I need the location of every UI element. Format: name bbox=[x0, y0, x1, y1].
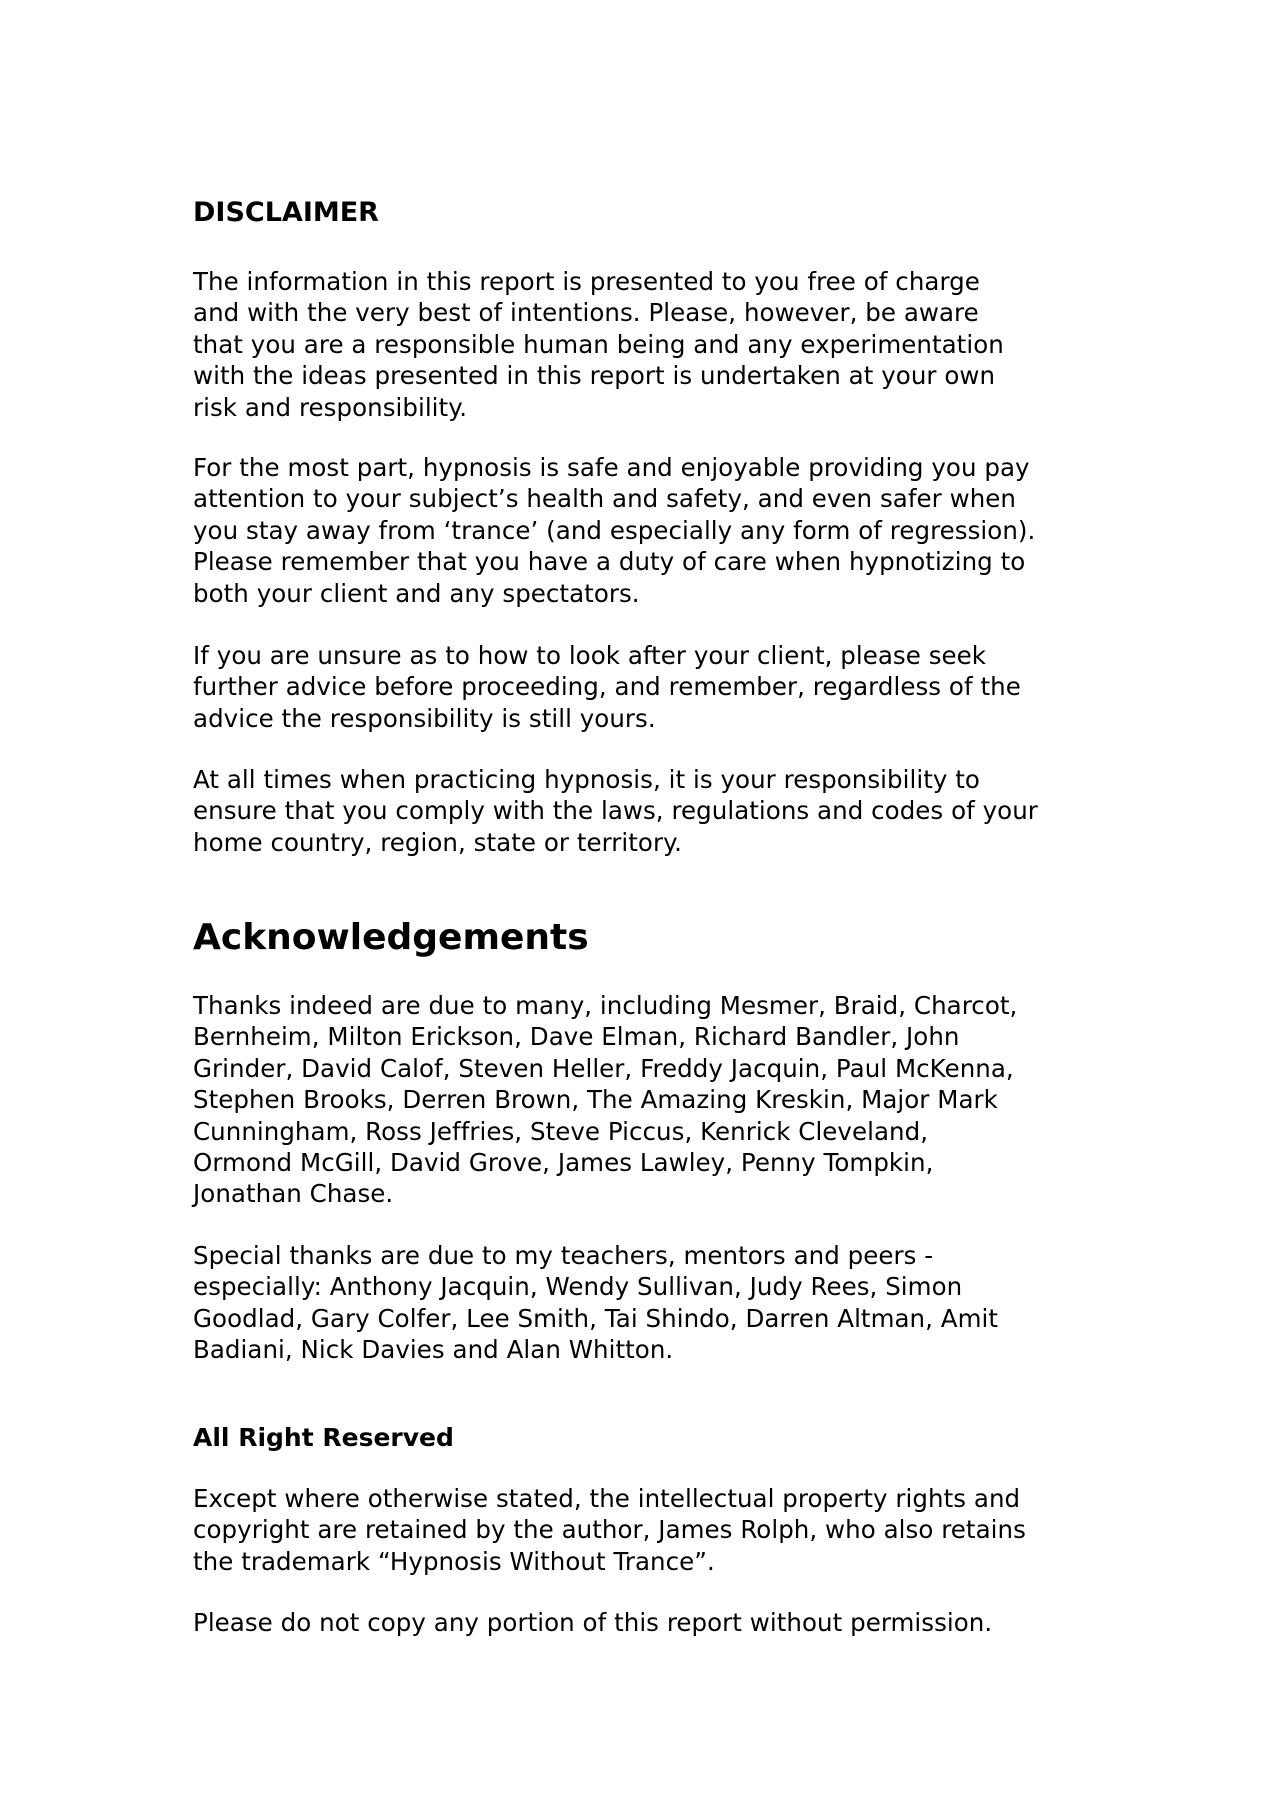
acknowledgements-paragraph: Special thanks are due to my teachers, mentors and peers - especially: Anthony Jacquin, Wendy Sullivan, Judy Rees, Simon Goodlad, Gary Colfer, Lee Smith, Tai Shindo, Darren Altman, Amit Badiani, Nick Davies and Alan Whitton. bbox=[193, 1241, 999, 1365]
disclaimer-heading: DISCLAIMER bbox=[193, 197, 379, 228]
rights-paragraph: Except where otherwise stated, the intellectual property rights and copyright are retained by the author, James Rolph, who also retains the trademark “Hypnosis Without Trance”. bbox=[193, 1484, 1026, 1576]
rights-heading: All Right Reserved bbox=[193, 1423, 454, 1452]
disclaimer-paragraph: At all times when practicing hypnosis, it is your responsibility to ensure that you comply with the laws, regulations and codes of your home country, region, state or territory. bbox=[193, 765, 1038, 857]
rights-paragraph: Please do not copy any portion of this report without permission. bbox=[193, 1608, 993, 1637]
disclaimer-paragraph: If you are unsure as to how to look after your client, please seek further advice before proceeding, and remember, regardless of the advice the responsibility is still yours. bbox=[193, 641, 1021, 733]
disclaimer-paragraph: The information in this report is presented to you free of charge and with the very best of intentions. Please, however, be aware that you are a responsible human being and any experimentation with the ideas presented in this report is undertaken at your own risk and responsibility. bbox=[193, 267, 1004, 422]
disclaimer-paragraph: For the most part, hypnosis is safe and enjoyable providing you pay attention to your subject’s health and safety, and even safer when you stay away from ‘trance’ (and especially any form of regression). Please remember that you have a duty of care when hypnotizing to both your client and any spectators. bbox=[193, 453, 1036, 608]
acknowledgements-paragraph: Thanks indeed are due to many, including Mesmer, Braid, Charcot, Bernheim, Milton Erickson, Dave Elman, Richard Bandler, John Grinder, David Calof, Steven Heller, Freddy Jacquin, Paul McKenna, Stephen Brooks, Derren Brown, The Amazing Kreskin, Major Mark Cunningham, Ross Jeffries, Steve Piccus, Kenrick Cleveland, Ormond McGill, David Grove, James Lawley, Penny Tompkin, Jonathan Chase. bbox=[193, 991, 1018, 1209]
acknowledgements-heading: Acknowledgements bbox=[193, 917, 589, 958]
